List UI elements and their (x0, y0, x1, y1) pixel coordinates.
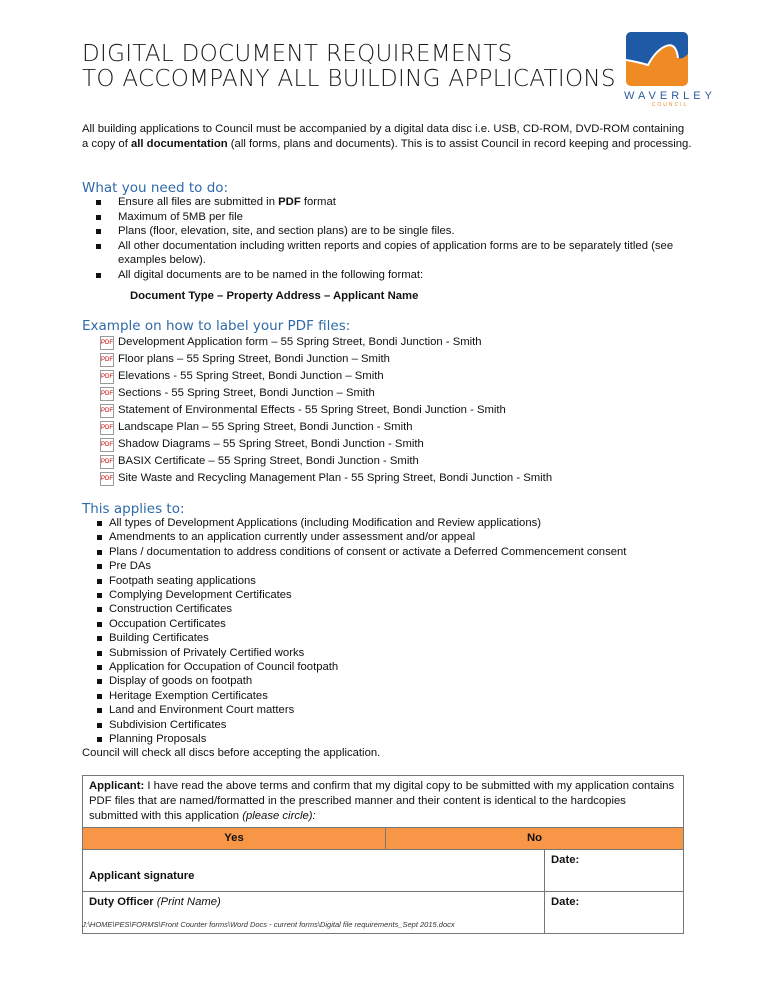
pdf-file-icon: PDF (100, 353, 114, 367)
duty-officer-field[interactable]: Duty Officer (Print Name) (83, 892, 545, 934)
example-file: PDF Floor plans – 55 Spring Street, Bondi Junction – Smith (101, 353, 390, 365)
waverley-logo (620, 32, 720, 108)
pdf-file-icon: PDF (100, 404, 114, 418)
list-item: Planning Proposals (97, 732, 626, 746)
example-file: PDF Site Waste and Recycling Management Plan - 55 Spring Street, Bondi Junction - Smith (101, 472, 553, 484)
title-line-2: TO ACCOMPANY ALL BUILDING APPLICATIONS (82, 66, 616, 92)
examples-heading: Example on how to label your PDF files: (82, 318, 351, 334)
list-item: Plans (floor, elevation, site, and section plans) are to be single files. (96, 224, 676, 239)
example-file: PDF Shadow Diagrams – 55 Spring Street, Bondi Junction - Smith (101, 438, 424, 450)
applies-list (97, 516, 626, 747)
list-item: Heritage Exemption Certificates (97, 689, 626, 703)
logo-mark-icon (626, 32, 688, 86)
logo-text: WAVERLEY (624, 90, 716, 102)
list-item: Display of goods on footpath (97, 674, 626, 688)
intro-paragraph: All building applications to Council must be accompanied by a digital data disc i.e. USB, CD-ROM, DVD-ROM containing a copy of all documentation (all forms, plans and documents). This is to assist Council in record keeping and processing. (82, 123, 692, 150)
date-field[interactable]: Date: (545, 850, 684, 892)
list-item: Application for Occupation of Council footpath (97, 660, 626, 674)
list-item: Ensure all files are submitted in PDF format (96, 195, 676, 210)
closing-note: Council will check all discs before accepting the application. (82, 747, 381, 759)
statement-cell: Applicant: I have read the above terms and confirm that my digital copy to be submitted with my application contains PDF files that are named/formatted in the prescribed manner and their content is identical to the hardcopies submitted with this application (please circle): (83, 776, 684, 828)
list-item: Amendments to an application currently under assessment and/or appeal (97, 530, 626, 544)
pdf-file-icon: PDF (100, 455, 114, 469)
example-file: PDF Elevations - 55 Spring Street, Bondi Junction – Smith (101, 370, 384, 382)
what-heading: What you need to do: (82, 180, 229, 196)
document-title (82, 42, 616, 92)
pdf-file-icon: PDF (100, 336, 114, 350)
list-item: All other documentation including written reports and copies of application forms are to be separately titled (see examples below). (96, 239, 676, 268)
list-item: Land and Environment Court matters (97, 703, 626, 717)
example-file: PDF Sections - 55 Spring Street, Bondi Junction – Smith (101, 387, 375, 399)
naming-format: Document Type – Property Address – Applicant Name (130, 290, 419, 302)
example-file: PDF Statement of Environmental Effects - 55 Spring Street, Bondi Junction - Smith (101, 404, 506, 416)
list-item: Complying Development Certificates (97, 588, 626, 602)
list-item: All digital documents are to be named in the following format: (96, 268, 676, 283)
applicant-form (82, 775, 684, 934)
list-item: Occupation Certificates (97, 617, 626, 631)
list-item: Construction Certificates (97, 602, 626, 616)
list-item: Plans / documentation to address conditions of consent or activate a Deferred Commencement consent (97, 545, 626, 559)
list-item: Building Certificates (97, 631, 626, 645)
examples-list (100, 334, 552, 487)
list-item: Footpath seating applications (97, 574, 626, 588)
applies-heading: This applies to: (82, 501, 185, 517)
applicant-signature-field[interactable]: Applicant signature (83, 850, 545, 892)
pdf-file-icon: PDF (100, 370, 114, 384)
example-file: PDF BASIX Certificate – 55 Spring Street, Bondi Junction - Smith (101, 455, 419, 467)
list-item: Subdivision Certificates (97, 718, 626, 732)
example-file: PDF Landscape Plan – 55 Spring Street, Bondi Junction - Smith (101, 421, 413, 433)
no-option[interactable]: No (386, 828, 684, 850)
list-item: Maximum of 5MB per file (96, 210, 676, 225)
requirements-list (96, 195, 676, 282)
yes-option[interactable]: Yes (83, 828, 386, 850)
list-item: Submission of Privately Certified works (97, 646, 626, 660)
logo-subtext: COUNCIL (651, 102, 689, 108)
example-file: PDF Development Application form – 55 Spring Street, Bondi Junction - Smith (101, 336, 482, 348)
list-item: All types of Development Applications (including Modification and Review applications) (97, 516, 626, 530)
pdf-file-icon: PDF (100, 421, 114, 435)
pdf-file-icon: PDF (100, 438, 114, 452)
officer-date-field[interactable]: Date: (545, 892, 684, 934)
pdf-file-icon: PDF (100, 472, 114, 486)
pdf-file-icon: PDF (100, 387, 114, 401)
title-line-1: DIGITAL DOCUMENT REQUIREMENTS (82, 41, 513, 67)
list-item: Pre DAs (97, 559, 626, 573)
file-path-footer: J:\HOME\PES\FORMS\Front Counter forms\Word Docs - current forms\Digital file requirements_Sept 2015.docx (82, 920, 455, 929)
